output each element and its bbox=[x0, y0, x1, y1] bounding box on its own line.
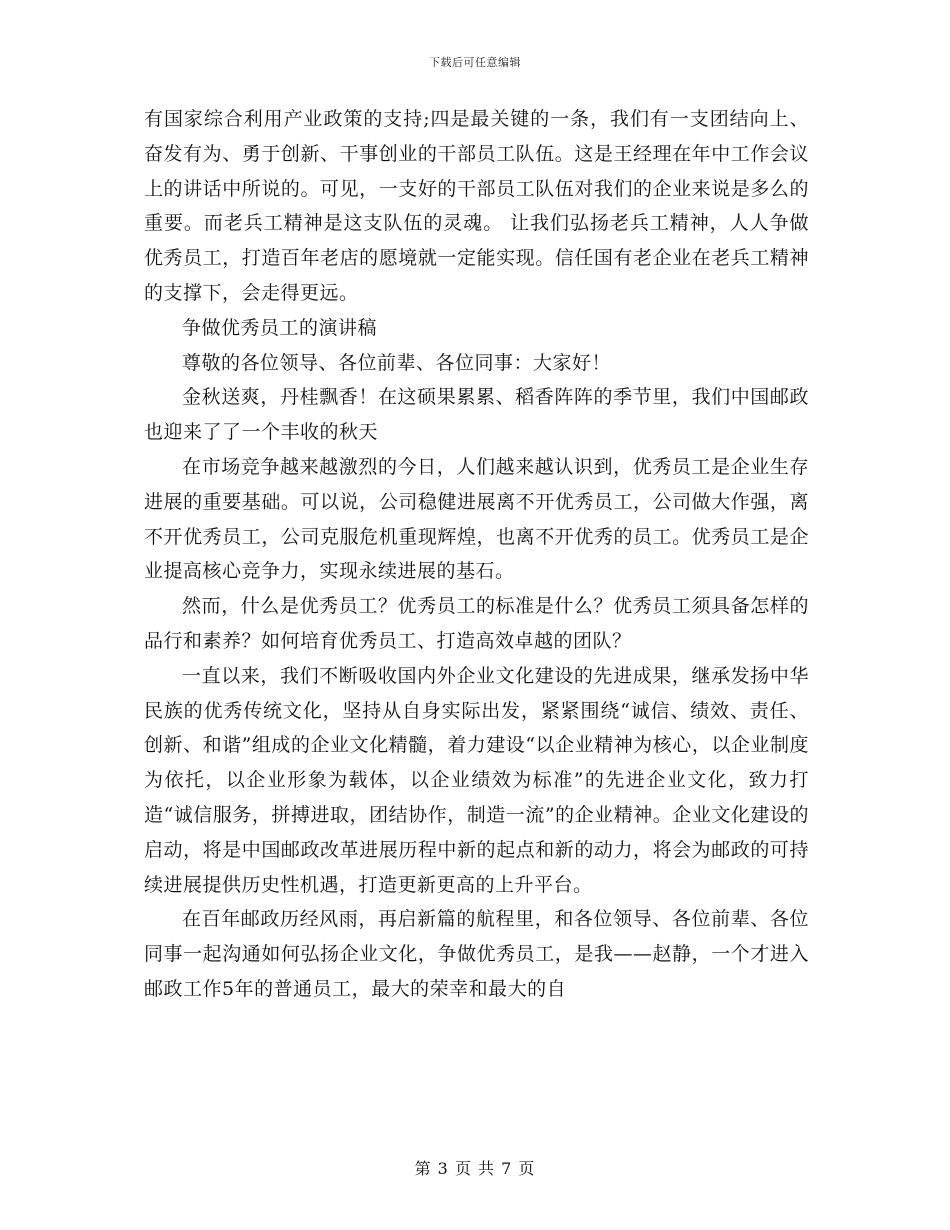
paragraph: 金秋送爽，丹桂飘香！在这硕果累累、稻香阵阵的季节里，我们中国邮政也迎来了了一个丰收的秋天 bbox=[144, 386, 809, 444]
paragraph: 在市场竞争越来越激烈的今日，人们越来越认识到，优秀员工是企业生存进展的重要基础。可以说，公司稳健进展离不开优秀员工，公司做大作强，离不开优秀员工，公司克服危机重现辉煌，也离不开优秀的员工。优秀员工是企业提高核心竞争力，实现永续进展的基石。 bbox=[144, 455, 809, 583]
paragraph: 一直以来，我们不断吸收国内外企业文化建设的先进成果，继承发扬中华民族的优秀传统文化，坚持从自身实际出发，紧紧围绕“诚信、绩效、责任、创新、和谐”组成的企业文化精髓，着力建设“以企业精神为核心，以企业制度为依托，以企业形象为载体，以企业绩效为标准”的先进企业文化，致力打造“诚信服务，拼搏进取，团结协作，制造一流”的企业精神。企业文化建设的启动，将是中国邮政改革进展历程中新的起点和新的动力，将会为邮政的可持续进展提供历史性机遇，打造更新更高的上升平台。 bbox=[144, 664, 809, 896]
greeting: 尊敬的各位领导、各位前辈、各位同事：大家好！ bbox=[182, 351, 612, 374]
page-number: 第 3 页 共 7 页 bbox=[414, 1159, 536, 1178]
paragraph: 在百年邮政历经风雨，再启新篇的航程里，和各位领导、各位前辈、各位同事一起沟通如何弘扬企业文化，争做优秀员工，是我——赵静，一个才进入邮政工作5年的普通员工，最大的荣幸和最大的自 bbox=[144, 908, 809, 1000]
page-header-note: 下载后可任意编辑 bbox=[429, 56, 521, 69]
paragraph: 然而，什么是优秀员工？优秀员工的标准是什么？优秀员工须具备怎样的品行和素养？如何培育优秀员工、打造高效卓越的团队？ bbox=[144, 595, 809, 652]
paragraph: 有国家综合利用产业政策的支持;四是最关键的一条，我们有一支团结向上、奋发有为、勇于创新、干事创业的干部员工队伍。这是王经理在年中工作会议上的讲话中所说的。可见，一支好的干部员工队伍对我们的企业来说是多么的重要。而老兵工精神是这支队伍的灵魂。 让我们弘扬老兵工精神，人人争做优秀员工，打造百年老店的愿境就一定能实现。信任国有老企业在老兵工精神的支撑下，会走得更远。 bbox=[144, 108, 809, 304]
document-body bbox=[144, 102, 809, 1007]
speech-title: 争做优秀员工的演讲稿 bbox=[182, 316, 378, 339]
